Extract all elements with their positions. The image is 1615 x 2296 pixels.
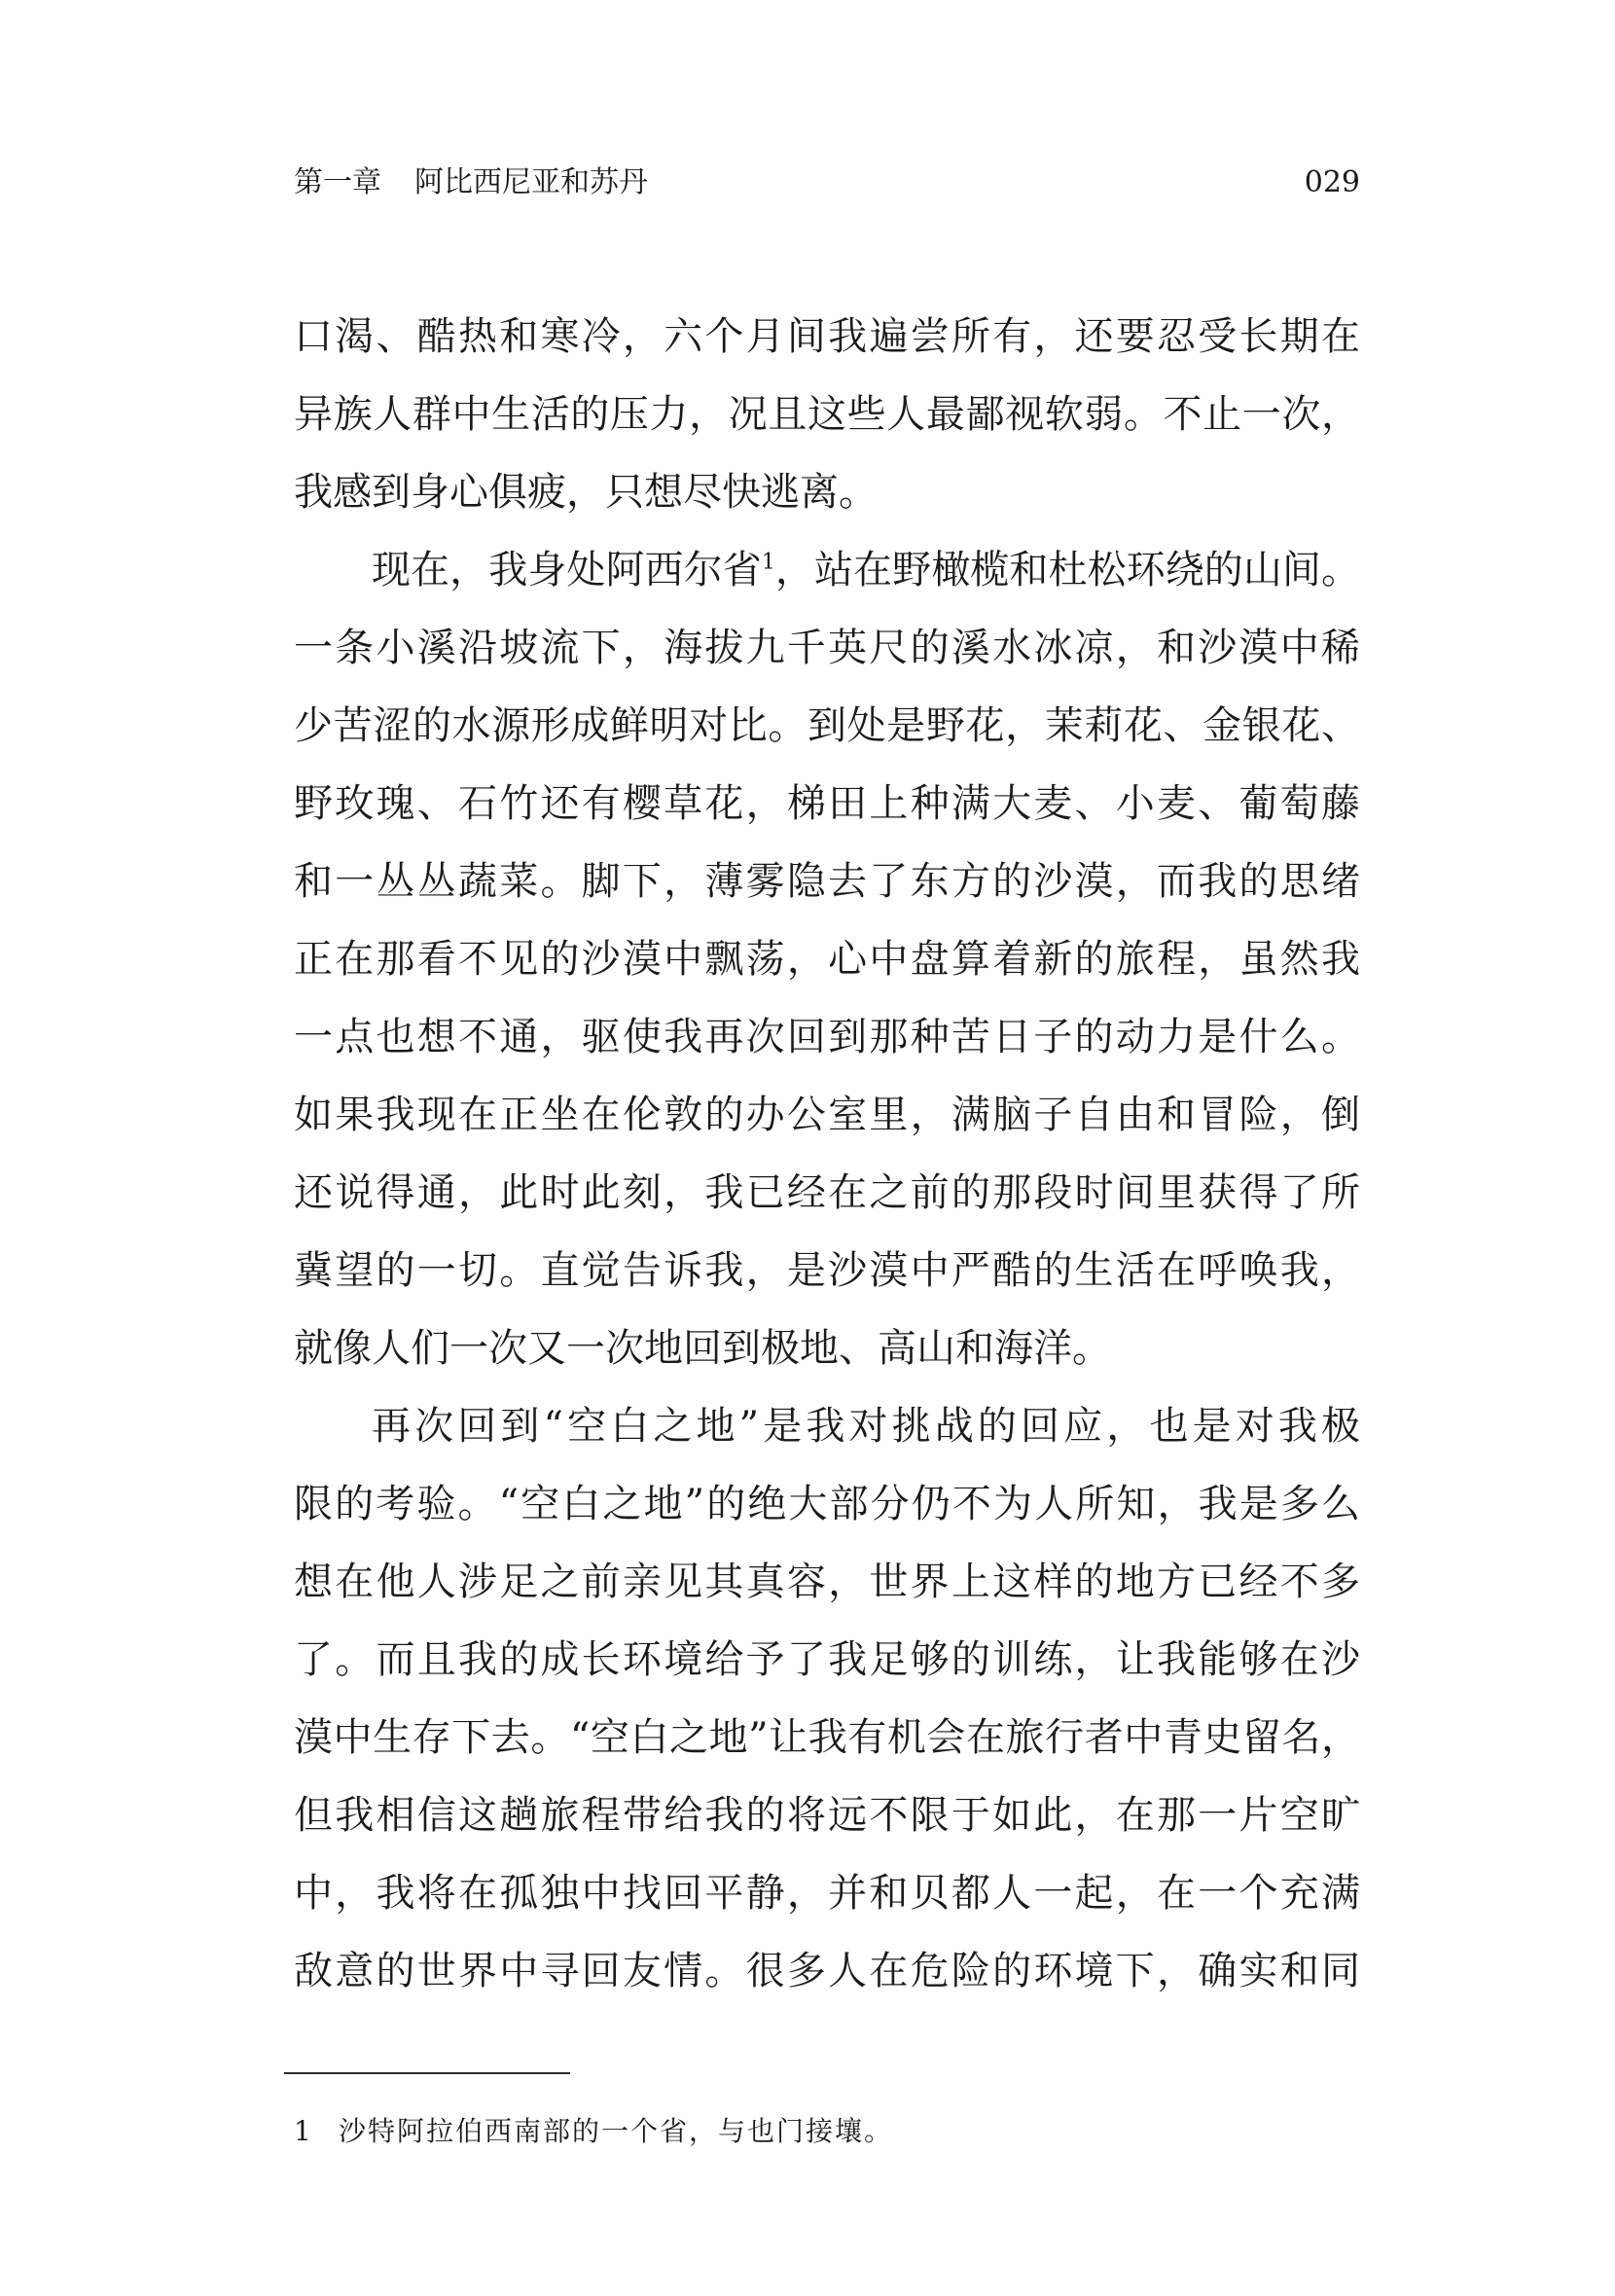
text-line: 一点也想不通，驱使我再次回到那种苦日子的动力是什么。 — [294, 1015, 1360, 1059]
text-line: 我感到身心俱疲，只想尽快逃离。 — [294, 470, 878, 515]
text-line: 异族人群中生活的压力，况且这些人最鄙视软弱。不止一次， — [294, 392, 1360, 437]
text-line: 一条小溪沿坡流下，海拔九千英尺的溪水冰凉，和沙漠中稀 — [294, 626, 1360, 670]
text-line: 和一丛丛蔬菜。脚下，薄雾隐去了东方的沙漠，而我的思绪 — [294, 859, 1360, 904]
text-line: 少苦涩的水源形成鲜明对比。到处是野花，茉莉花、金银花、 — [294, 703, 1360, 748]
text-line: 限的考验。“空白之地”的绝大部分仍不为人所知，我是多么 — [294, 1482, 1360, 1526]
text-line: 还说得通，此时此刻，我已经在之前的那段时间里获得了所 — [294, 1170, 1360, 1215]
text-line: 正在那看不见的沙漠中飘荡，心中盘算着新的旅程，虽然我 — [294, 937, 1360, 982]
text-segment: 现在，我身处阿西尔省 — [372, 548, 762, 592]
text-segment: ，站在野橄榄和杜松环绕的山间。 — [774, 548, 1361, 592]
page-number: 029 — [1304, 165, 1360, 199]
footnote-marker: 1 — [761, 550, 775, 575]
chapter-number: 第一章 — [294, 165, 381, 199]
footnote — [294, 2114, 893, 2149]
text-line: 冀望的一切。直觉告诉我，是沙漠中严酷的生活在呼唤我， — [294, 1248, 1360, 1293]
footnote-text: 沙特阿拉伯西南部的一个省，与也门接壤。 — [339, 2115, 894, 2147]
chapter-title: 阿比西尼亚和苏丹 — [414, 165, 648, 199]
text-line: 敌意的世界中寻回友情。很多人在危险的环境下，确实和同 — [294, 1949, 1360, 1993]
body-text — [294, 309, 1360, 2022]
chapter-heading — [294, 163, 648, 202]
text-line: 再次回到“空白之地”是我对挑战的回应，也是对我极 — [372, 1404, 1360, 1449]
text-line: 口渴、酷热和寒冷，六个月间我遍尝所有，还要忍受长期在 — [294, 314, 1360, 359]
text-line: 中，我将在孤独中找回平静，并和贝都人一起，在一个充满 — [294, 1871, 1360, 1916]
text-line: 想在他人涉足之前亲见其真容，世界上这样的地方已经不多 — [294, 1560, 1360, 1604]
text-line: 了。而且我的成长环境给予了我足够的训练，让我能够在沙 — [294, 1637, 1360, 1682]
text-line: 漠中生存下去。“空白之地”让我有机会在旅行者中青史留名， — [294, 1715, 1360, 1760]
text-line: 但我相信这趟旅程带给我的将远不限于如此，在那一片空旷 — [294, 1793, 1360, 1838]
footnote-number: 1 — [294, 2115, 311, 2147]
text-line: 野玫瑰、石竹还有樱草花，梯田上种满大麦、小麦、葡萄藤 — [294, 781, 1360, 826]
footnote-divider — [284, 2072, 570, 2074]
text-line: 如果我现在正坐在伦敦的办公室里，满脑子自由和冒险，倒 — [294, 1093, 1360, 1137]
text-line: 就像人们一次又一次地回到极地、高山和海洋。 — [294, 1326, 1111, 1371]
text-line — [294, 543, 1360, 621]
